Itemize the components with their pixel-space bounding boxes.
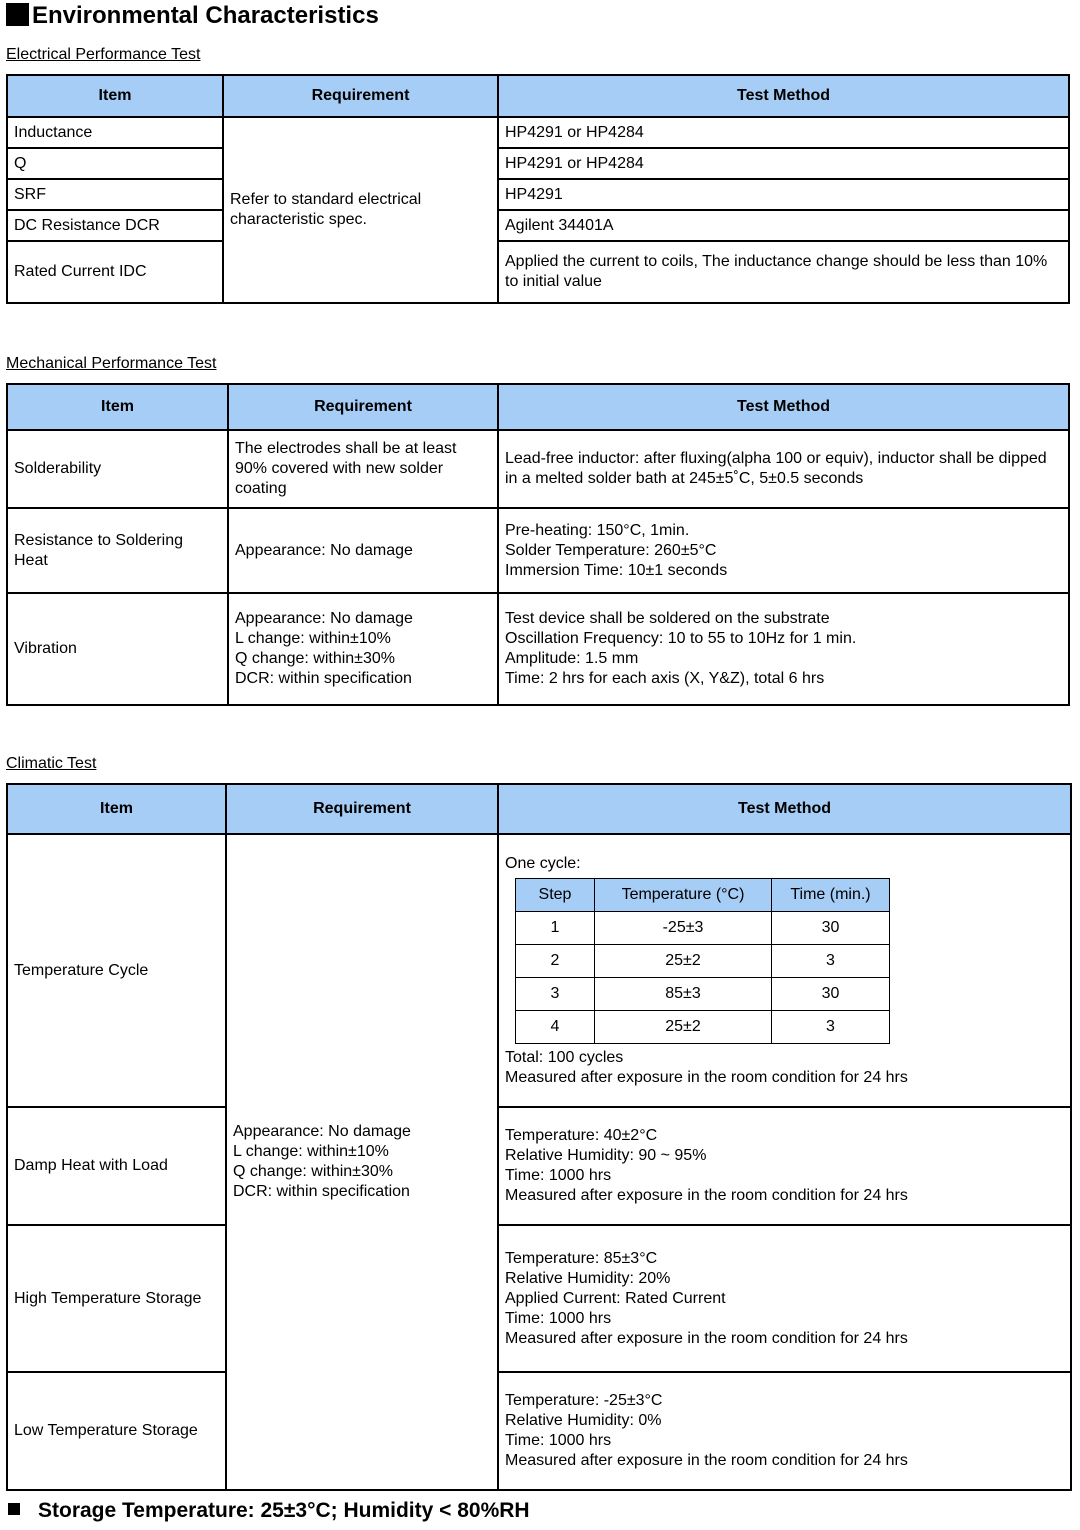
requirement-line: L change: within±10% (235, 630, 391, 647)
cycle-time: 30 (772, 977, 890, 1010)
mechanical-section-heading: Mechanical Performance Test (6, 355, 217, 372)
method-line: Oscillation Frequency: 10 to 55 to 10Hz for 1 min. (505, 630, 857, 647)
requirement-cell (226, 834, 498, 1490)
method-line: Time: 1000 hrs (505, 1309, 612, 1327)
cycle-row (516, 944, 890, 977)
test-method-cell: HP4291 or HP4284 (498, 117, 1069, 148)
item-cell: Rated Current IDC (7, 241, 223, 303)
item-cell: SRF (7, 179, 223, 210)
method-line: Measured after exposure in the room condition for 24 hrs (505, 1329, 908, 1347)
cycle-header-row (516, 878, 890, 911)
header-requirement: Requirement (223, 75, 498, 117)
method-line: Total: 100 cycles (505, 1048, 624, 1066)
test-method-cell: Agilent 34401A (498, 210, 1069, 241)
cycle-step: 4 (516, 1010, 595, 1043)
table-row (7, 179, 1069, 210)
cycle-header-step: Step (516, 878, 595, 911)
requirement-line: DCR: within specification (235, 670, 412, 687)
table-row (7, 1225, 1071, 1372)
temperature-cycle-table (515, 878, 890, 1044)
table-row (7, 117, 1069, 148)
cycle-header-temperature: Temperature (°C) (595, 878, 772, 911)
requirement-line: Q change: within±30% (233, 1163, 393, 1180)
climatic-table (6, 783, 1072, 1491)
requirement-line: L change: within±10% (233, 1143, 389, 1160)
item-cell: Vibration (7, 593, 228, 705)
table-row (7, 1107, 1071, 1225)
method-line: Measured after exposure in the room condition for 24 hrs (505, 1187, 908, 1204)
method-line: Test device shall be soldered on the substrate (505, 610, 830, 627)
test-method-cell: HP4291 or HP4284 (498, 148, 1069, 179)
cycle-header-time: Time (min.) (772, 878, 890, 911)
method-line: Applied Current: Rated Current (505, 1289, 726, 1307)
method-line: Immersion Time: 10±1 seconds (505, 561, 728, 579)
method-line: Solder Temperature: 260±5°C (505, 541, 717, 559)
electrical-table (6, 74, 1070, 304)
method-line: Amplitude: 1.5 mm (505, 650, 639, 667)
test-method-cell (498, 1107, 1071, 1225)
storage-note (6, 1497, 530, 1525)
table-row (7, 430, 1069, 508)
cycle-step: 1 (516, 911, 595, 944)
electrical-section-heading: Electrical Performance Test (6, 46, 201, 63)
table-row (7, 210, 1069, 241)
cycle-step: 3 (516, 977, 595, 1010)
method-line: Pre-heating: 150°C, 1min. (505, 521, 690, 539)
cycle-temperature: -25±3 (595, 911, 772, 944)
black-square-icon (6, 3, 29, 26)
cycle-temperature: 25±2 (595, 1010, 772, 1043)
method-line: Temperature: -25±3°C (505, 1392, 663, 1409)
cycle-temperature: 25±2 (595, 944, 772, 977)
requirement-cell: The electrodes shall be at least 90% covered with new solder coating (228, 430, 498, 508)
header-test-method: Test Method (498, 75, 1069, 117)
item-cell: Solderability (7, 430, 228, 508)
test-method-cell: HP4291 (498, 179, 1069, 210)
item-cell: Damp Heat with Load (7, 1107, 226, 1225)
test-method-cell (498, 593, 1069, 705)
item-cell: Low Temperature Storage (7, 1372, 226, 1490)
page-title-text: Environmental Characteristics (32, 2, 379, 29)
test-method-cell (498, 508, 1069, 593)
table-row (7, 1372, 1071, 1490)
test-method-cell (498, 834, 1071, 1107)
requirement-line: Q change: within±30% (235, 650, 395, 667)
item-cell: DC Resistance DCR (7, 210, 223, 241)
header-test-method: Test Method (498, 784, 1071, 834)
requirement-cell (228, 593, 498, 705)
table-row (7, 834, 1071, 1107)
method-line: Time: 2 hrs for each axis (X, Y&Z), total 6 hrs (505, 670, 825, 687)
requirement-line: Appearance: No damage (233, 1123, 411, 1140)
cycle-time: 3 (772, 944, 890, 977)
method-line: Time: 1000 hrs (505, 1167, 612, 1184)
item-cell: Inductance (7, 117, 223, 148)
black-square-bullet-icon (8, 1503, 20, 1515)
requirement-line: DCR: within specification (233, 1183, 410, 1200)
header-item: Item (7, 784, 226, 834)
method-line: Measured after exposure in the room condition for 24 hrs (505, 1452, 908, 1469)
cycle-row (516, 911, 890, 944)
method-line: Temperature: 85±3°C (505, 1249, 658, 1267)
test-method-cell (498, 1372, 1071, 1490)
method-line: Relative Humidity: 0% (505, 1412, 662, 1429)
item-cell: Resistance to Soldering Heat (7, 508, 228, 593)
cycle-time: 3 (772, 1010, 890, 1043)
requirement-cell: Refer to standard electrical characteristic spec. (223, 117, 498, 303)
cycle-temperature: 85±3 (595, 977, 772, 1010)
page-title (6, 0, 379, 32)
header-requirement: Requirement (226, 784, 498, 834)
mechanical-table (6, 383, 1070, 706)
cycle-intro: One cycle: (505, 854, 581, 872)
item-cell: Q (7, 148, 223, 179)
test-method-cell: Applied the current to coils, The inductance change should be less than 10% to initial value (498, 241, 1069, 303)
method-line: Time: 1000 hrs (505, 1432, 612, 1449)
header-test-method: Test Method (498, 384, 1069, 430)
item-cell: Temperature Cycle (7, 834, 226, 1107)
test-method-cell: Lead-free inductor: after fluxing(alpha 100 or equiv), inductor shall be dipped in a melted solder bath at 245±5˚C, 5±0.5 seconds (498, 430, 1069, 508)
table-row (7, 508, 1069, 593)
cycle-time: 30 (772, 911, 890, 944)
method-line: Relative Humidity: 20% (505, 1269, 671, 1287)
header-item: Item (7, 384, 228, 430)
cycle-step: 2 (516, 944, 595, 977)
item-cell: High Temperature Storage (7, 1225, 226, 1372)
table-row (7, 593, 1069, 705)
table-row (7, 148, 1069, 179)
method-line: Temperature: 40±2°C (505, 1127, 658, 1144)
header-requirement: Requirement (228, 384, 498, 430)
climatic-section-heading: Climatic Test (6, 755, 97, 772)
method-line: Measured after exposure in the room condition for 24 hrs (505, 1068, 908, 1086)
test-method-cell (498, 1225, 1071, 1372)
table-row (7, 241, 1069, 303)
method-line: Relative Humidity: 90 ~ 95% (505, 1147, 707, 1164)
header-item: Item (7, 75, 223, 117)
requirement-line: Appearance: No damage (235, 610, 413, 627)
requirement-cell: Appearance: No damage (228, 508, 498, 593)
cycle-row (516, 1010, 890, 1043)
storage-note-text: Storage Temperature: 25±3°C; Humidity < 80%RH (38, 1499, 530, 1522)
cycle-row (516, 977, 890, 1010)
